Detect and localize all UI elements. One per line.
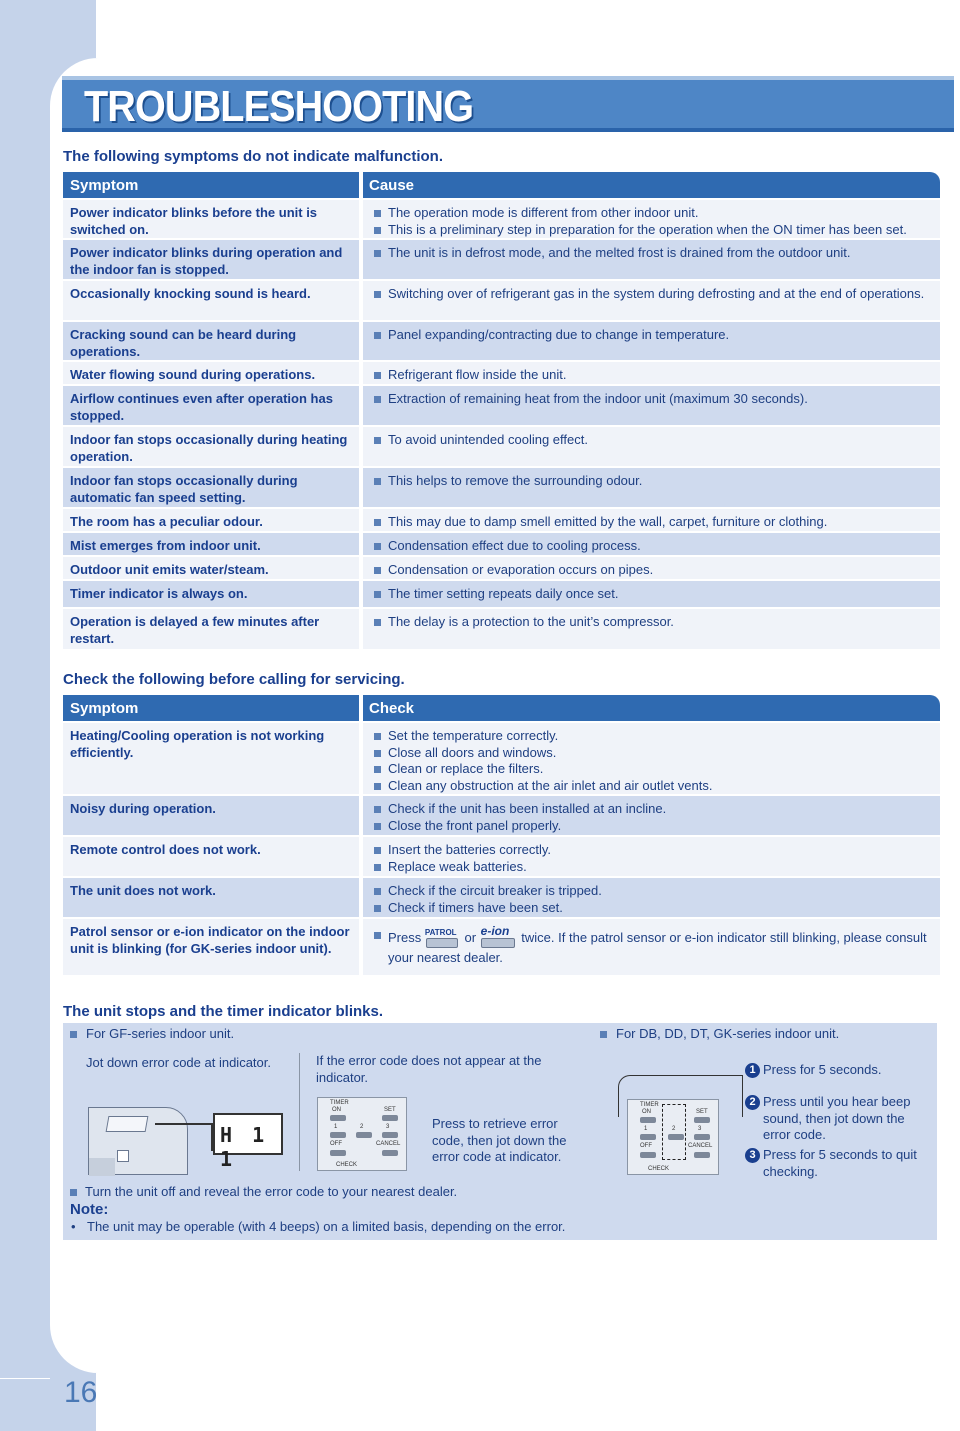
cause-item: Switching over of refrigerant gas in the system during defrosting and at the end of operations. [373, 286, 934, 303]
table-row [63, 607, 940, 649]
table-row [63, 579, 940, 607]
symptom-cell: Indoor fan stops occasionally during heating operation. [70, 432, 348, 464]
check-item: Replace weak batteries. [373, 859, 934, 876]
table-row [63, 531, 940, 555]
cause-cell [367, 200, 940, 238]
press-retrieve-instruction: Press to retrieve error code, then jot down the error code at indicator. [432, 1116, 567, 1164]
cause-item: The timer setting repeats daily once set. [373, 586, 934, 603]
step-1-number: 1 [745, 1063, 760, 1078]
cause-cell [367, 557, 940, 579]
table-header [63, 172, 940, 198]
table-row [63, 425, 940, 466]
check-item: Check if the circuit breaker is tripped. [373, 883, 934, 900]
header-symptom: Symptom [70, 177, 139, 194]
header-symptom: Symptom [70, 700, 139, 717]
cause-item: Panel expanding/contracting due to change in temperature. [373, 327, 934, 344]
patrol-instruction-cont: your nearest dealer. [388, 949, 503, 965]
turn-off-instruction: Turn the unit off and reveal the error code to your nearest dealer. [85, 1184, 458, 1199]
press-label: Press [388, 930, 422, 945]
table-row [63, 238, 940, 279]
table-row [63, 279, 940, 320]
cause-item: The delay is a protection to the unit’s compressor. [373, 614, 934, 631]
jot-instruction: Jot down error code at indicator. [86, 1055, 271, 1070]
symptom-cell: The room has a peculiar odour. [70, 514, 263, 529]
cause-cell [367, 468, 940, 507]
page-top-margin [96, 0, 960, 58]
indoor-unit-illustration [88, 1107, 188, 1175]
header-cause: Cause [369, 177, 415, 194]
step-3-number: 3 [745, 1148, 760, 1163]
symptom-cell: Noisy during operation. [70, 801, 216, 816]
symptom-cell: Outdoor unit emits water/steam. [70, 562, 269, 577]
symptom-cell: Timer indicator is always on. [70, 586, 248, 601]
step-1-text: Press for 5 seconds. [763, 1062, 882, 1077]
step-3-text: Press for 5 seconds to quit checking. [763, 1147, 917, 1179]
table-row [63, 794, 940, 835]
cause-item: This is a preliminary step in preparation for the operation when the ON timer has been set. [373, 222, 934, 239]
symptom-cell: Airflow continues even after operation has stopped. [70, 391, 333, 423]
symptom-cell: Power indicator blinks before the unit is switched on. [70, 205, 318, 237]
cause-cell [367, 281, 940, 320]
title-banner [62, 76, 954, 132]
symptom-cell: Patrol sensor or e-ion indicator on the indoor unit is blinking (for GK-series indoor unit). [70, 924, 350, 956]
symptom-cell: Water flowing sound during operations. [70, 367, 316, 382]
remote-panel-gf: TIMER ON SET 1 2 3 OFF CANCEL CHECK [317, 1097, 407, 1171]
table-row [63, 384, 940, 425]
step-2-text: Press until you hear beep sound, then jot down the error code. [763, 1094, 911, 1142]
section-heading-check: Check the following before calling for servicing. [63, 671, 405, 688]
section-heading-symptoms: The following symptoms do not indicate malfunction. [63, 148, 444, 165]
cause-item: Refrigerant flow inside the unit. [373, 367, 934, 384]
cause-item: This helps to remove the surrounding odour. [373, 473, 934, 490]
step-2-number: 2 [745, 1095, 760, 1110]
cause-item: This may due to damp smell emitted by the wall, carpet, furniture or clothing. [373, 514, 934, 531]
cause-item: The unit is in defrost mode, and the melted frost is drained from the outdoor unit. [373, 245, 934, 262]
table-header [63, 695, 940, 721]
if-not-instruction: If the error code does not appear at the indicator. [316, 1053, 542, 1085]
table-row [63, 835, 940, 876]
cause-cell [367, 509, 940, 531]
cause-cell [367, 322, 940, 360]
check-item: Clean any obstruction at the air inlet and air outlet vents. [373, 778, 934, 795]
symptom-cell: Mist emerges from indoor unit. [70, 538, 261, 553]
section-heading-timer: The unit stops and the timer indicator blinks. [63, 1003, 384, 1020]
symptom-cell: The unit does not work. [70, 883, 216, 898]
symptom-check-table [63, 695, 940, 975]
symptom-cell: Heating/Cooling operation is not working efficiently. [70, 728, 325, 760]
check-item: Close the front panel properly. [373, 818, 934, 835]
table-row [63, 507, 940, 531]
cause-item: To avoid unintended cooling effect. [373, 432, 934, 449]
cause-item: The operation mode is different from other indoor unit. [373, 205, 934, 222]
cause-cell [367, 533, 940, 555]
check-item: Clean or replace the filters. [373, 761, 934, 778]
symptom-cell: Operation is delayed a few minutes after restart. [70, 614, 320, 646]
check-cell [367, 796, 940, 835]
gf-series-title: For GF-series indoor unit. [86, 1026, 235, 1041]
cause-cell [367, 427, 940, 466]
table-row [63, 555, 940, 579]
table-row [63, 721, 940, 794]
error-code-panel [63, 1023, 937, 1240]
page-rule [0, 1378, 50, 1379]
check-item: Check if the unit has been installed at an incline. [373, 801, 934, 818]
error-code-display: H 1 1 [213, 1113, 283, 1155]
symptom-cause-table [63, 172, 940, 649]
check-item: Check if timers have been set. [373, 900, 934, 917]
check-cell [367, 878, 940, 917]
table-row [63, 198, 940, 238]
cause-cell [367, 386, 940, 425]
header-check: Check [369, 700, 415, 717]
check-cell [367, 837, 940, 876]
cause-cell [367, 581, 940, 607]
symptom-cell: Indoor fan stops occasionally during automatic fan speed setting. [70, 473, 298, 505]
symptom-cell: Cracking sound can be heard during operations. [70, 327, 297, 359]
table-row [63, 876, 940, 917]
db-series-title: For DB, DD, DT, GK-series indoor unit. [616, 1026, 840, 1041]
symptom-cell: Remote control does not work. [70, 842, 261, 857]
cause-item: Extraction of remaining heat from the indoor unit (maximum 30 seconds). [373, 391, 934, 408]
or-label: or [464, 930, 477, 945]
remote-panel-db: TIMER ON SET 1 2 3 OFF CANCEL CHECK [627, 1099, 719, 1175]
symptom-cell: Occasionally knocking sound is heard. [70, 286, 311, 301]
table-row [63, 466, 940, 507]
symptom-cell: Power indicator blinks during operation and the indoor fan is stopped. [70, 245, 343, 277]
cause-cell [367, 362, 940, 384]
note-text: The unit may be operable (with 4 beeps) on a limited basis, depending on the error. [87, 1219, 566, 1234]
check-cell [367, 723, 940, 794]
cause-cell [367, 609, 940, 649]
check-cell [367, 919, 940, 975]
note-bullet: • [71, 1219, 76, 1234]
cause-item: Condensation or evaporation occurs on pipes. [373, 562, 934, 579]
note-label: Note: [70, 1201, 109, 1218]
patrol-instruction: twice. If the patrol sensor or e-ion indicator still blinking, please consult [521, 930, 927, 945]
check-item: Close all doors and windows. [373, 745, 934, 762]
table-row [63, 320, 940, 360]
patrol-button-icon: PATROL [425, 928, 461, 950]
page-number: 16 [64, 1376, 98, 1409]
table-row [63, 917, 940, 975]
cause-item: Condensation effect due to cooling process. [373, 538, 934, 555]
cause-cell [367, 240, 940, 279]
page-title: TROUBLESHOOTING [84, 82, 474, 131]
e-ion-button-icon: e-ion [480, 928, 518, 950]
check-item: Insert the batteries correctly. [373, 842, 934, 859]
page-bottom-margin [96, 1373, 960, 1431]
table-row [63, 360, 940, 384]
check-item: Set the temperature correctly. [373, 728, 934, 745]
